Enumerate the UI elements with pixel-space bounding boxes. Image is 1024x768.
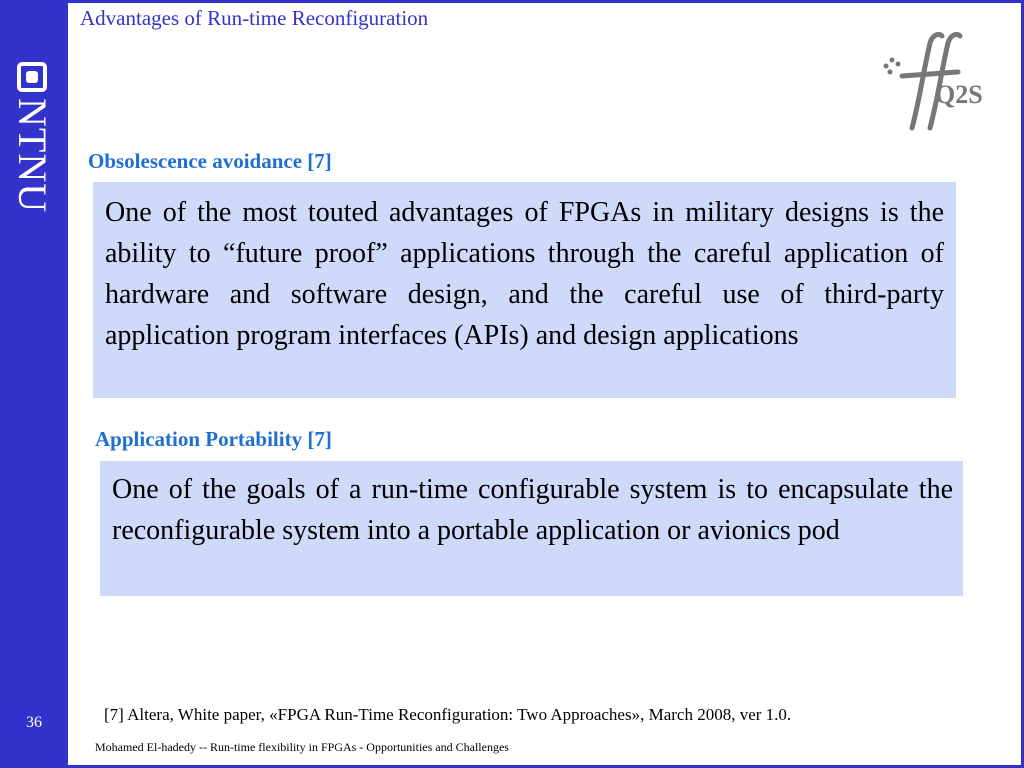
ntnu-square-logo-icon — [17, 62, 47, 92]
section-heading-portability: Application Portability [7] — [95, 427, 332, 451]
footer-text: Mohamed El-hadedy -- Run-time flexibility in FPGAs - Opportunities and Challenges — [95, 740, 509, 754]
left-sidebar — [0, 0, 68, 768]
text-box-portability: One of the goals of a run-time configurable system is to encapsulate the reconfigurable system into a portable application or avionics pod — [100, 461, 963, 596]
text-box-obsolescence: One of the most touted advantages of FPGAs in military designs is the ability to “future proof” applications through the careful application of hardware and software design, and the careful use of third-party application program interfaces (APIs) and design applications — [93, 182, 956, 398]
slide-title: Advantages of Run-time Reconfiguration — [80, 6, 429, 30]
q2s-logo-text: Q2S — [935, 80, 983, 109]
page-number: 36 — [26, 714, 42, 731]
ntnu-logo-text: NTNU — [10, 98, 55, 214]
reference-note: [7] Altera, White paper, «FPGA Run-Time Reconfiguration: Two Approaches», March 2008, ver 1.0. — [104, 705, 792, 724]
frame-top-border — [68, 0, 1024, 3]
ntnu-logo — [10, 62, 58, 262]
section-heading-obsolescence: Obsolescence avoidance [7] — [88, 149, 332, 173]
